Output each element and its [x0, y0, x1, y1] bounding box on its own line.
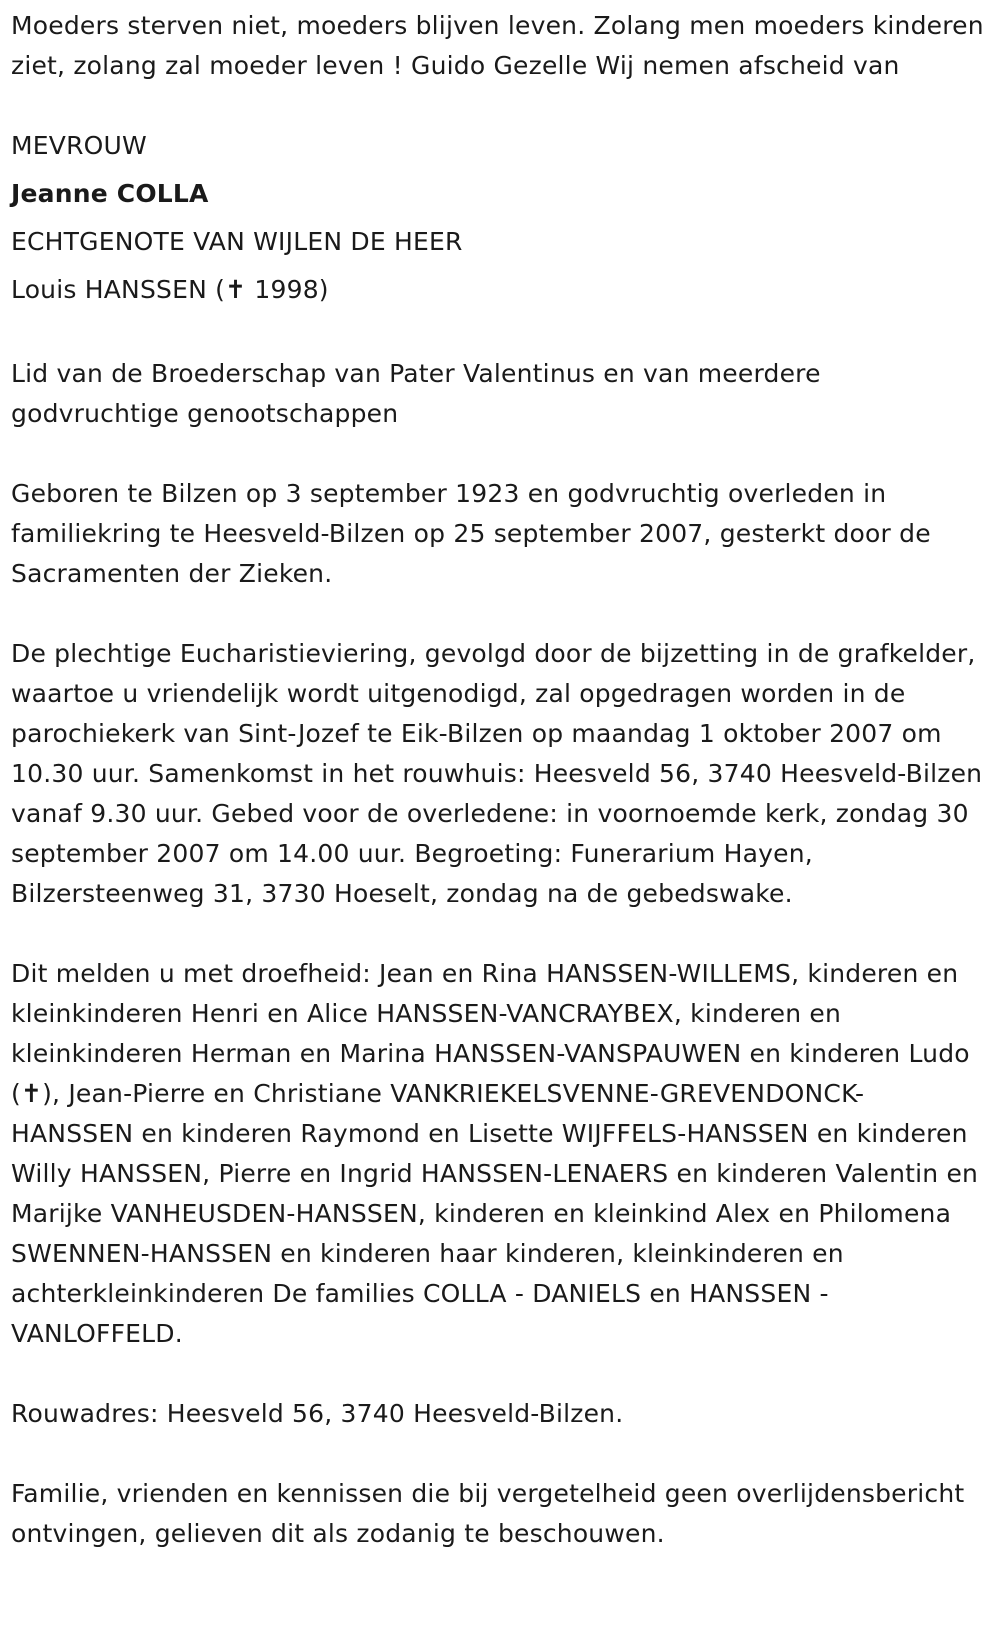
- spacer: [11, 434, 986, 474]
- spacer: [11, 914, 986, 954]
- spacer: [11, 1434, 986, 1474]
- spouse-title: ECHTGENOTE VAN WIJLEN DE HEER: [11, 227, 463, 256]
- announcers-text: Dit melden u met droefheid: Jean en Rina HANSSEN-WILLEMS, kinderen en kleinkinderen Henri en Alice HANSSEN-VANCRAYBEX, kinderen en kleinkinderen Herman en Marina HANSSEN-VANSPAUWEN en kinderen Ludo (✝), Jean-Pierre en Christiane VANKRIEKELSVENNE-GREVENDONCK-HANSSEN en kinderen Raymond en Lisette WIJFFELS-HANSSEN en kinderen Willy HANSSEN, Pierre en Ingrid HANSSEN-LENAERS en kinderen Valentin en Marijke VANHEUSDEN-HANSSEN, kinderen en kleinkind Alex en Philomena SWENNEN-HANSSEN en kinderen haar kinderen, kleinkinderen en achterkleinkinderen De families COLLA - DANIELS en HANSSEN - VANLOFFELD.: [11, 959, 979, 1348]
- spacer: [11, 86, 986, 126]
- spacer: [11, 594, 986, 634]
- ceremony-text: De plechtige Eucharistieviering, gevolgd door de bijzetting in de grafkelder, waartoe u vriendelijk wordt uitgenodigd, zal opgedragen worden in de parochiekerk van Sint-Jozef te Eik-Bilzen op maandag 1 oktober 2007 om 10.30 uur. Samenkomst in het rouwhuis: Heesveld 56, 3740 Heesveld-Bilzen vanaf 9.30 uur. Gebed voor de overledene: in voornoemde kerk, zondag 30 september 2007 om 14.00 uur. Begroeting: Funerarium Hayen, Bilzersteenweg 31, 3730 Hoeselt, zondag na de gebedswake.: [11, 639, 983, 908]
- closing-text: Familie, vrienden en kennissen die bij vergetelheid geen overlijdensbericht ontvingen, gelieven dit als zodanig te beschouwen.: [11, 1479, 965, 1548]
- intro-quote: Moeders sterven niet, moeders blijven leven. Zolang men moeders kinderen ziet, zolang zal moeder leven ! Guido Gezelle Wij nemen afscheid van: [11, 11, 984, 80]
- honorific-title: MEVROUW: [11, 131, 147, 160]
- mourning-address: Rouwadres: Heesveld 56, 3740 Heesveld-Bilzen.: [11, 1399, 624, 1428]
- spacer: [11, 1354, 986, 1394]
- spouse-name: Louis HANSSEN (✝ 1998): [11, 275, 329, 304]
- birth-death-text: Geboren te Bilzen op 3 september 1923 en godvruchtig overleden in familiekring te Heesveld-Bilzen op 25 september 2007, gesterkt door de Sacramenten der Zieken.: [11, 479, 931, 588]
- spacer: [11, 314, 986, 354]
- deceased-name: Jeanne COLLA: [11, 179, 209, 208]
- membership-text: Lid van de Broederschap van Pater Valentinus en van meerdere godvruchtige genootschappen: [11, 359, 821, 428]
- deceased-block: [11, 126, 986, 314]
